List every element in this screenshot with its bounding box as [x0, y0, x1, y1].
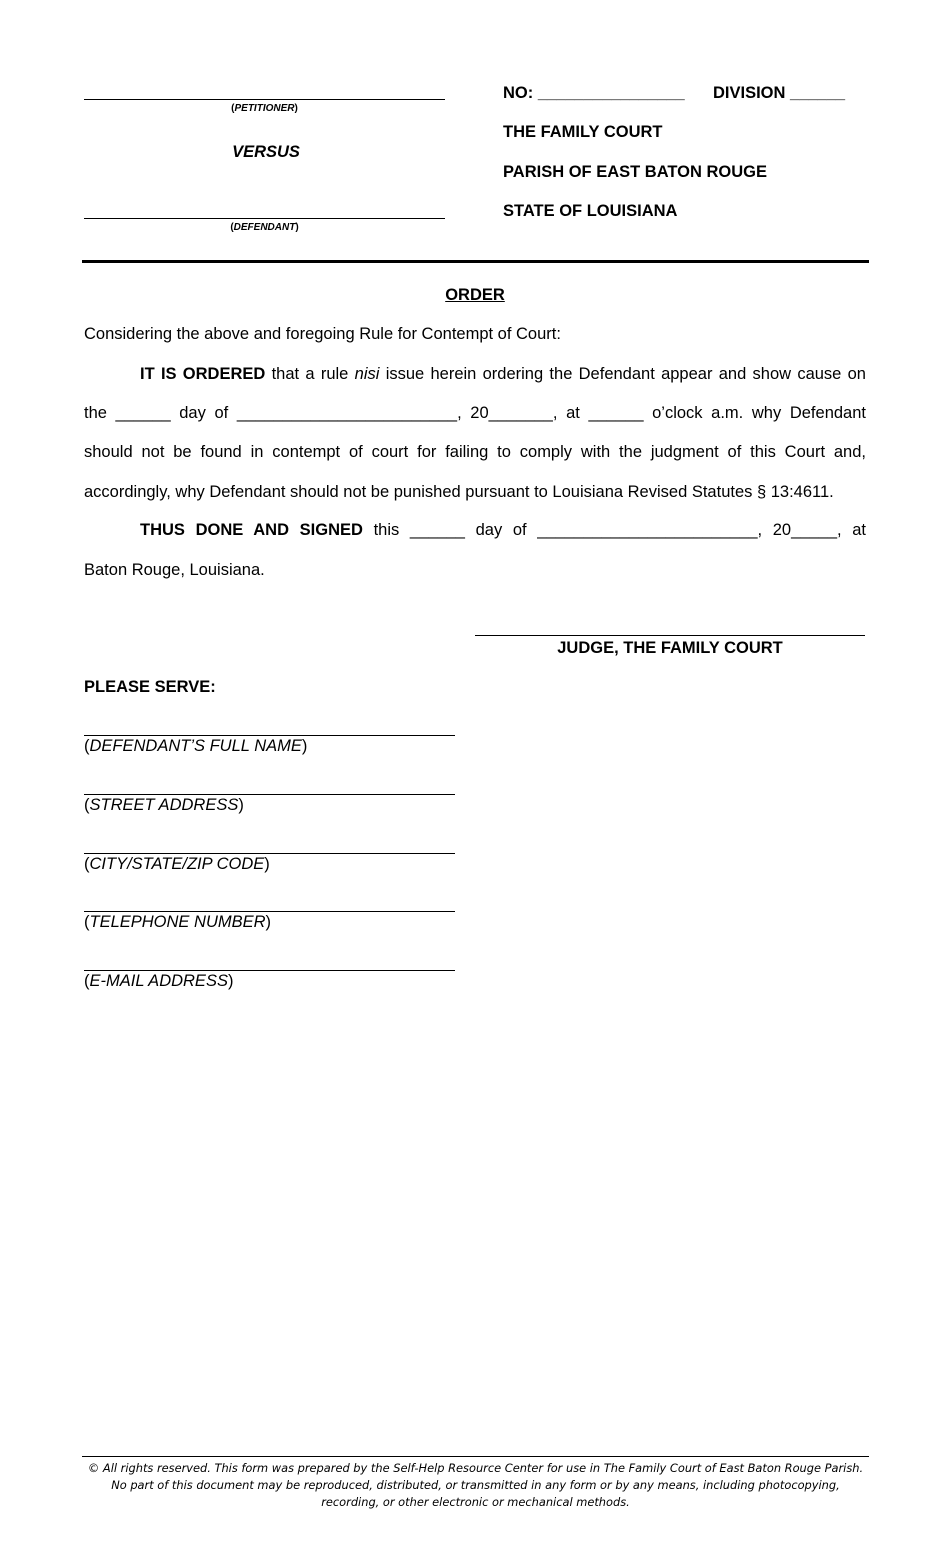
defendant-caption: (DEFENDANT) [230, 222, 299, 233]
serve-line-city [84, 853, 455, 854]
serve-line-phone [84, 911, 455, 912]
serve-field-name-label: DEFENDANT’S FULL NAME [89, 737, 302, 755]
judge-label: JUDGE, THE FAMILY COURT [557, 639, 783, 657]
p1-text-a: that a rule [271, 365, 349, 383]
versus-label: VERSUS [232, 143, 300, 161]
division-field: DIVISION ______ [713, 84, 846, 102]
serve-field-street: (STREET ADDRESS) [84, 796, 244, 814]
petitioner-label: PETITIONER [234, 103, 295, 114]
header-divider [82, 260, 869, 263]
defendant-line [84, 218, 445, 219]
serve-field-phone: (TELEPHONE NUMBER) [84, 913, 272, 931]
serve-line-name [84, 735, 455, 736]
serve-field-email-label: E-MAIL ADDRESS [89, 972, 228, 990]
defendant-label: DEFENDANT [233, 222, 296, 233]
serve-field-phone-label: TELEPHONE NUMBER [89, 913, 266, 931]
p2-text: this ______ day of ________________________, 20_____, at [373, 521, 866, 539]
order-paragraph-1-line-1 [140, 365, 866, 384]
judge-signature-line [475, 635, 865, 636]
order-paragraph-1-line-2: the ______ day of ________________________, 20_______, at ______ o’clock a.m. why Defendant [84, 404, 866, 422]
thus-done-and-signed: THUS DONE AND SIGNED [140, 521, 363, 539]
order-intro: Considering the above and foregoing Rule for Contempt of Court: [84, 325, 561, 343]
petitioner-caption: (PETITIONER) [231, 103, 298, 114]
serve-field-email: (E-MAIL ADDRESS) [84, 972, 234, 990]
court-name: THE FAMILY COURT [503, 123, 663, 141]
order-title: ORDER [445, 286, 505, 304]
copyright-footer: © All rights reserved. This form was prepared by the Self-Help Resource Center for use in The Family Court of East Baton Rouge Parish. No part of this document may be reproduced, distributed, or transmitted in any form or by any means, including photocopying, recording, or other electronic or mechanical methods. [82, 1456, 869, 1511]
order-paragraph-2-line-2: Baton Rouge, Louisiana. [84, 561, 265, 579]
serve-field-street-label: STREET ADDRESS [89, 796, 239, 814]
order-paragraph-1-line-4: accordingly, why Defendant should not be punished pursuant to Louisiana Revised Statutes § 13:4611. [84, 483, 834, 501]
p1-text-b: issue herein ordering the Defendant appear and show cause on [385, 365, 866, 383]
serve-line-email [84, 970, 455, 971]
case-number-field: NO: ________________ [503, 84, 685, 102]
order-paragraph-1-line-3: should not be found in contempt of court for failing to comply with the judgment of this Court and, [84, 443, 866, 461]
serve-field-city: (CITY/STATE/ZIP CODE) [84, 855, 270, 873]
serve-field-city-label: CITY/STATE/ZIP CODE [89, 855, 265, 873]
please-serve-heading: PLEASE SERVE: [84, 678, 216, 696]
serve-line-street [84, 794, 455, 795]
parish-name: PARISH OF EAST BATON ROUGE [503, 163, 768, 181]
state-name: STATE OF LOUISIANA [503, 202, 678, 220]
order-paragraph-2-line-1 [140, 521, 866, 540]
nisi-term: nisi [354, 365, 380, 383]
it-is-ordered: IT IS ORDERED [140, 365, 266, 383]
serve-field-name: (DEFENDANT’S FULL NAME) [84, 737, 308, 755]
petitioner-line [84, 99, 445, 100]
